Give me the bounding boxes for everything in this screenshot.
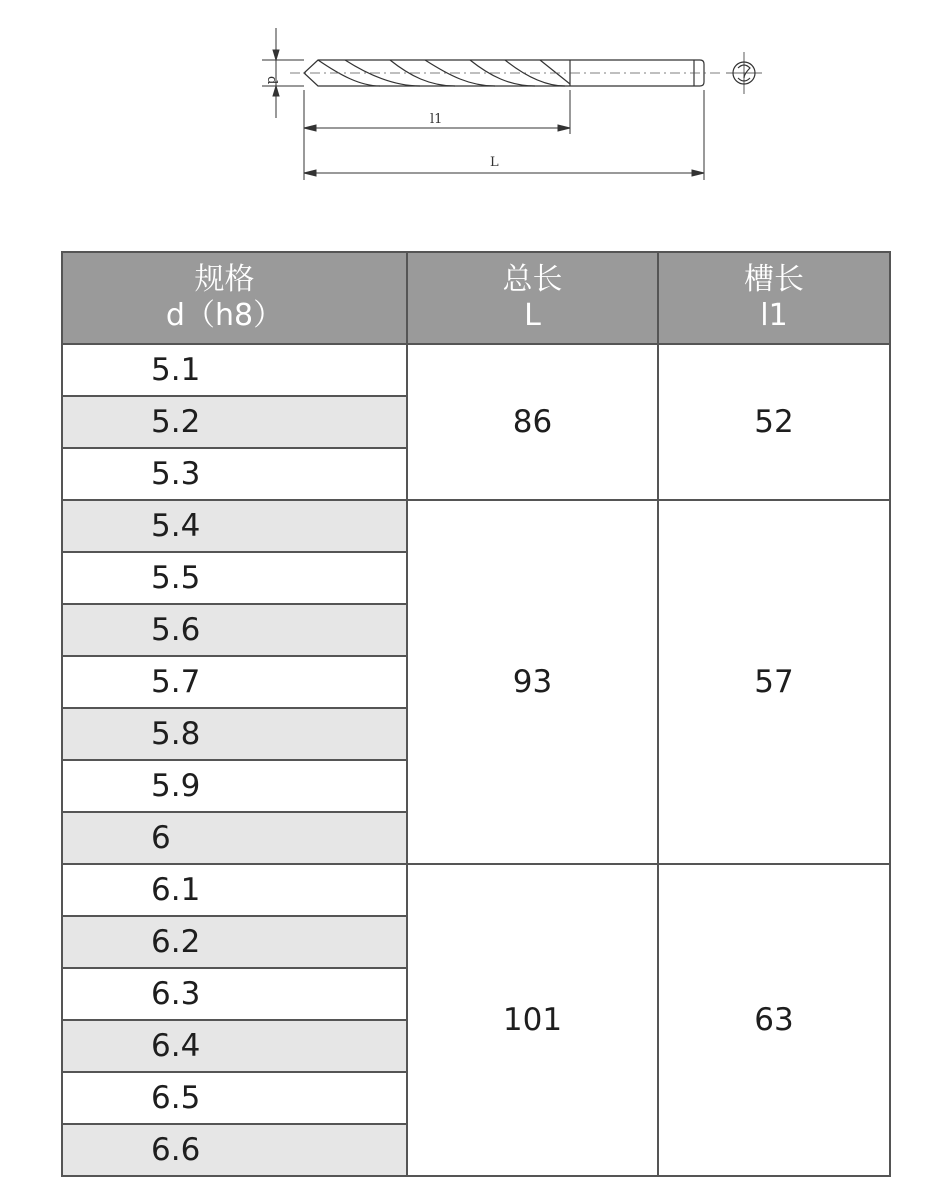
header-diameter bbox=[62, 252, 407, 344]
diameter-cell: 5.3 bbox=[62, 448, 407, 500]
table-row bbox=[62, 344, 890, 396]
flute-length-cell: 57 bbox=[658, 500, 890, 864]
flute-length-dimension bbox=[304, 90, 570, 180]
header-total-length-symbol: L bbox=[524, 298, 541, 333]
diameter-cell: 6.4 bbox=[62, 1020, 407, 1072]
drill-bit-drawing bbox=[0, 0, 950, 200]
spec-table bbox=[61, 251, 891, 1177]
overall-length-dimension bbox=[304, 90, 704, 180]
total-length-cell: 93 bbox=[407, 500, 658, 864]
diameter-cell: 6.5 bbox=[62, 1072, 407, 1124]
diameter-cell: 6.1 bbox=[62, 864, 407, 916]
diameter-cell: 5.8 bbox=[62, 708, 407, 760]
diameter-cell: 5.4 bbox=[62, 500, 407, 552]
total-length-cell: 101 bbox=[407, 864, 658, 1176]
diameter-cell: 5.6 bbox=[62, 604, 407, 656]
header-total-length-title: 总长 bbox=[502, 262, 563, 297]
diameter-cell: 5.9 bbox=[62, 760, 407, 812]
header-total-length bbox=[407, 252, 658, 344]
table-row bbox=[62, 500, 890, 552]
header-flute-length-symbol: l1 bbox=[760, 298, 788, 333]
diameter-label: d bbox=[264, 76, 279, 85]
header-flute-length-title: 槽长 bbox=[744, 262, 804, 297]
flute-length-cell: 63 bbox=[658, 864, 890, 1176]
overall-length-label: L bbox=[490, 155, 499, 170]
spec-table-body bbox=[62, 344, 890, 1176]
diameter-cell: 5.1 bbox=[62, 344, 407, 396]
diameter-cell: 5.5 bbox=[62, 552, 407, 604]
header-flute-length bbox=[658, 252, 890, 344]
total-length-cell: 86 bbox=[407, 344, 658, 500]
table-row bbox=[62, 864, 890, 916]
diameter-cell: 6.2 bbox=[62, 916, 407, 968]
table-header-row bbox=[62, 252, 890, 344]
diameter-cell: 6.3 bbox=[62, 968, 407, 1020]
drill-end-view-icon bbox=[726, 52, 762, 94]
header-diameter-unit: d（h8） bbox=[165, 298, 284, 333]
header-diameter-title: 规格 bbox=[194, 262, 255, 297]
diameter-cell: 5.7 bbox=[62, 656, 407, 708]
diameter-cell: 6 bbox=[62, 812, 407, 864]
diameter-cell: 6.6 bbox=[62, 1124, 407, 1176]
flute-length-label: l1 bbox=[430, 112, 443, 127]
diameter-cell: 5.2 bbox=[62, 396, 407, 448]
flute-length-cell: 52 bbox=[658, 344, 890, 500]
